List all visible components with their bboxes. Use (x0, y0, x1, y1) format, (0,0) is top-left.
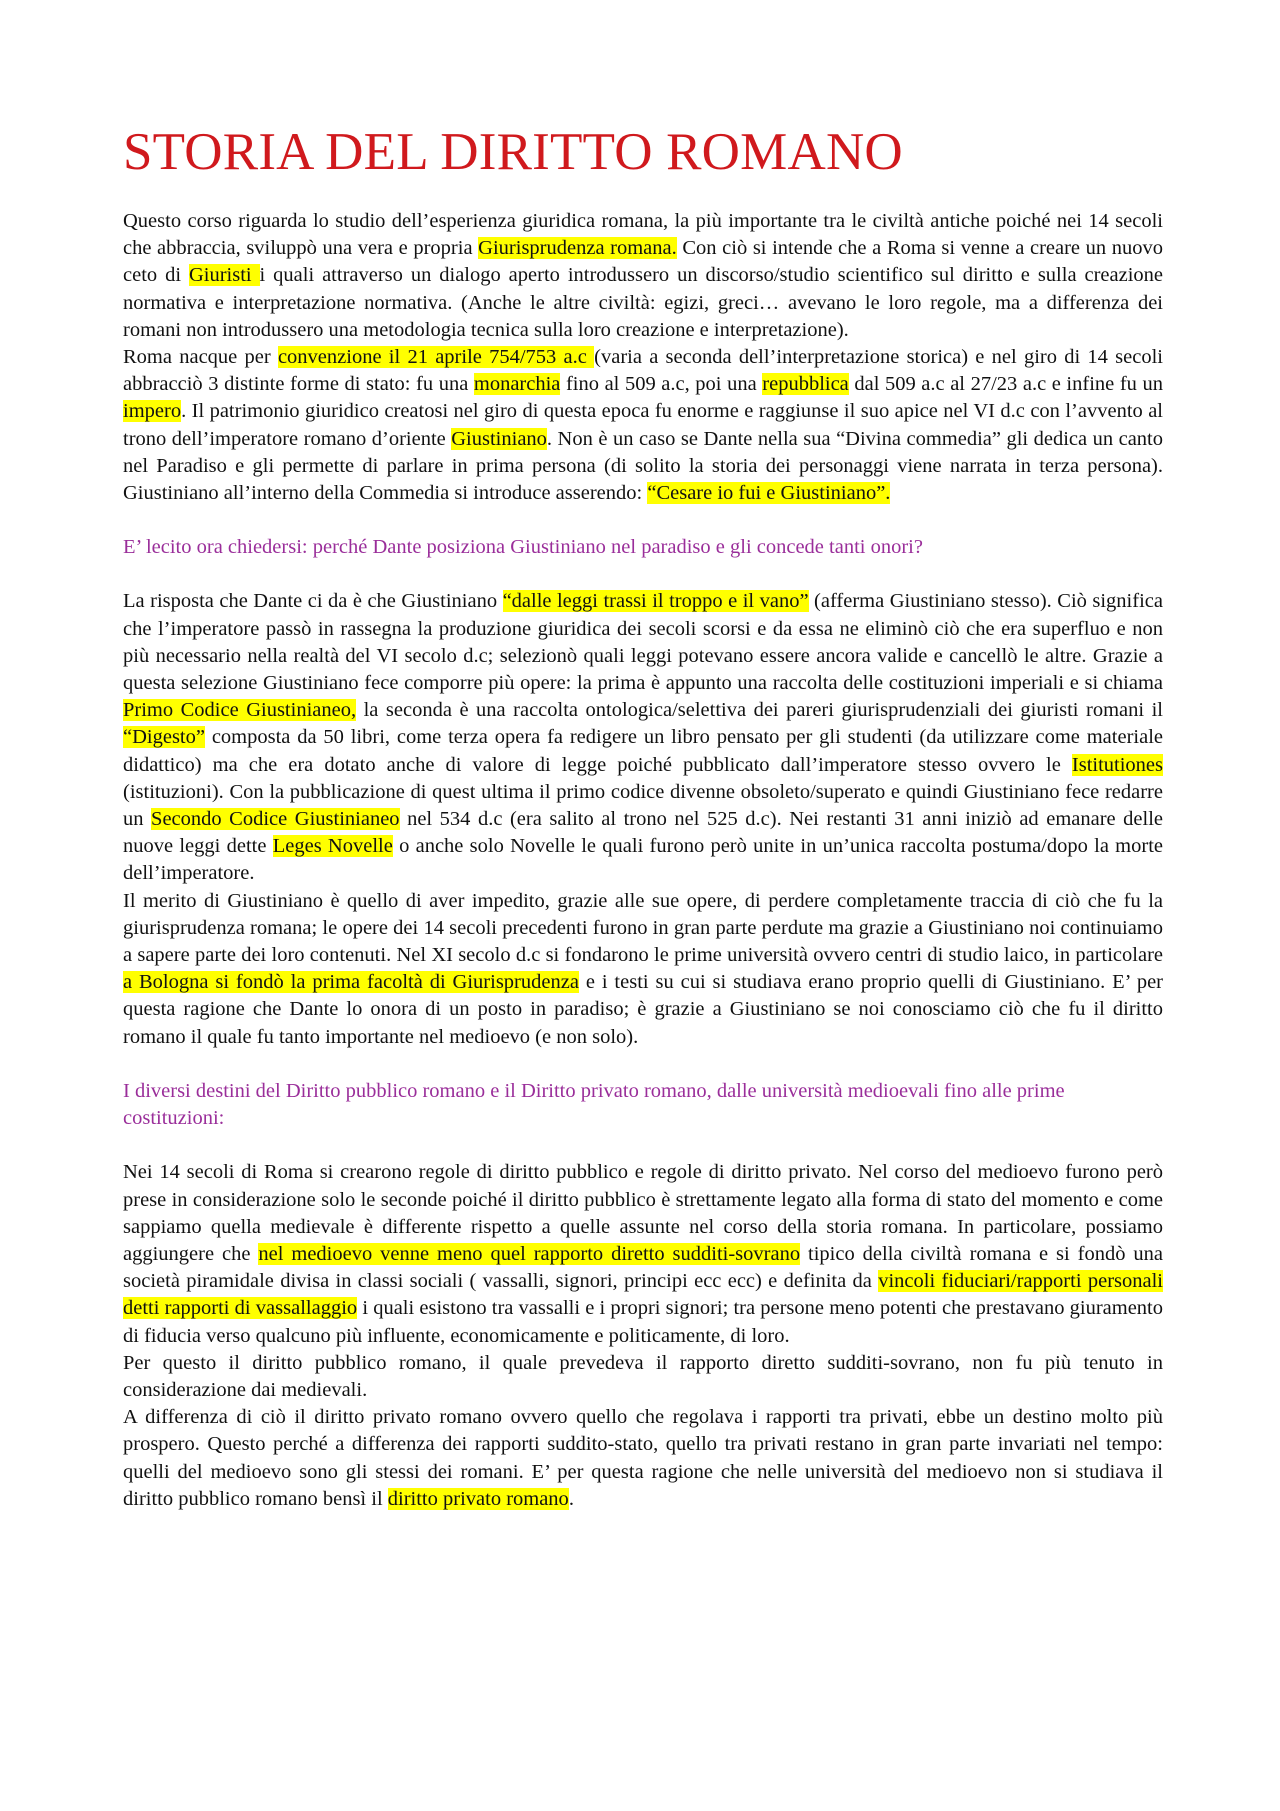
paragraph-intro (123, 208, 1163, 344)
text: composta da 50 libri, come terza opera fa redigere un libro pensato per gli studenti (da utilizzare come materiale didattico) ma che era dotato anche di valore di legge poiché pubblicato dall’imperatore stesso ovvero le (123, 726, 1163, 776)
highlight: “Digesto” (123, 726, 205, 749)
highlight: Istitutiones (1071, 753, 1163, 776)
highlight: convenzione il 21 aprile 754/753 a.c (277, 346, 595, 369)
text: Roma nacque per (123, 346, 278, 369)
text: La risposta che Dante ci da è che Giustiniano (123, 590, 503, 613)
text: . Il patrimonio giuridico creatosi nel giro di questa epoca fu enorme e raggiunse il suo apice nel VI d.c con l’avvento al trono dell’imperatore romano d’oriente (123, 400, 1163, 450)
highlight: impero (123, 400, 182, 423)
text: (istituzioni). Con la pubblicazione di quest ultima il primo codice divenne obsoleto/superato e quindi Giustiniano fece redarre un (123, 780, 1163, 831)
text: Con ciò si intende che a Roma si venne a creare un nuovo ceto di (123, 237, 1163, 287)
highlight: “dalle leggi trassi il troppo e il vano” (502, 590, 809, 613)
highlight: Giustiniano (451, 427, 547, 450)
section-heading-destini: I diversi destini del Diritto pubblico romano e il Diritto privato romano, dalle università medioevali fino alle prime costituzioni: (123, 1079, 1065, 1130)
paragraph-secoli (123, 1159, 1163, 1349)
text: A differenza di ciò il diritto privato romano ovvero quello che regolava i rapporti tra privati, ebbe un destino molto più prospero. Questo perché a differenza dei rapporti suddito-stato, quello tra privati restano in gran parte invariati nel tempo: quelli del medioevo sono gli stessi dei romani. E’ per questa ragione che nelle università del medioevo non si studiava il diritto pubblico romano bensì il (123, 1406, 1163, 1510)
text: (afferma Giustiniano stesso). Ciò significa che l’imperatore passò in rassegna la produzione giuridica dei secoli scorsi e da essa ne eliminò ciò che era superfluo e non più necessario nella realtà del VI secolo d.c; selezionò quali leggi potevano essere ancora valide e cancellò le altre. Grazie a questa selezione Giustiniano fece comporre più opere: la prima è appunto una raccolta delle costituzioni imperiali e si chiama (123, 590, 1163, 695)
highlight: Primo Codice Giustinianeo, (123, 699, 357, 722)
text: Questo corso riguarda lo studio dell’esperienza giuridica romana, la più importante tra le civiltà antiche poiché nei 14 secoli che abbraccia, sviluppò una vera e propria (123, 210, 1163, 260)
text: o anche solo Novelle le quali furono però unite in un’unica raccolta postuma/dopo la morte dell’imperatore. (123, 835, 1163, 885)
highlight: “Cesare io fui e Giustiniano”. (647, 482, 891, 505)
document-page (123, 120, 1163, 1513)
highlight: repubblica (762, 373, 849, 396)
text: dal 509 a.c al 27/23 a.c e infine fu un (848, 373, 1163, 396)
text: e i testi su cui si studiava erano proprio quelli di Giustiniano. E’ per questa ragione che Dante lo onora di un posto in paradiso; è grazie a Giustiniano se noi conosciamo ciò che fu il diritto romano il quale fu tanto importante nel medioevo (e non solo). (123, 971, 1164, 1048)
text: Nei 14 secoli di Roma si crearono regole di diritto pubblico e regole di diritto privato. Nel corso del medioevo furono però prese in considerazione solo le seconde poiché il diritto pubblico è strettamente legato alla forma di stato del momento e come sappiamo quella medievale è differente rispetto a quelle assunte nel corso della storia romana. In particolare, possiamo aggiungere che (123, 1161, 1163, 1265)
text: tipico della civiltà romana e si fondò una società piramidale divisa in classi sociali ( vassalli, signori, principi ecc ecc) e definita da (123, 1242, 1163, 1293)
text: . Non è un caso se Dante nella sua “Divina commedia” gli dedica un canto nel Paradiso e gli permette di parlare in prima persona (di solito la storia dei personaggi viene narrata in terza persona). Giustiniano all’interno della Commedia si introduce asserendo: (123, 427, 1163, 505)
text: Il merito di Giustiniano è quello di aver impedito, grazie alle sue opere, di perdere completamente traccia di ciò che fu la giurisprudenza romana; le opere dei 14 secoli precedenti furono in gran parte perdute ma grazie a Giustiniano noi continuiamo a sapere parte dei loro contenuti. Nel XI secolo d.c si fondarono le prime università ovvero centri di studio laico, in particolare (123, 889, 1163, 967)
text: i quali attraverso un dialogo aperto introdussero un discorso/studio scientifico sul diritto e sulla creazione normativa e interpretazione normativa. (Anche le altre civiltà: egizi, greci… avevano le loro regole, ma a differenza dei romani non introdussero una metodologia tecnica sulla loro creazione e interpretazione). (123, 264, 1163, 341)
highlight: monarchia (473, 373, 561, 396)
section-heading-dante: E’ lecito ora chiedersi: perché Dante posiziona Giustiniano nel paradiso e gli concede tanti onori? (123, 536, 923, 559)
highlight: Giuristi (188, 264, 260, 287)
highlight: diritto privato romano (387, 1487, 569, 1510)
document-title: STORIA DEL DIRITTO ROMANO (123, 123, 903, 181)
text: la seconda è una raccolta ontologica/selettiva dei pareri giurisprudenziali dei giuristi romani il (356, 699, 1163, 722)
paragraph-privato (123, 1404, 1163, 1513)
text: i quali esistono tra vassalli e i propri signori; tra persone meno potenti che prestavano giuramento di fiducia verso qualcuno più influente, economicamente e politicamente, di loro. (123, 1297, 1163, 1347)
highlight: Secondo Codice Giustinianeo (151, 808, 400, 831)
highlight: vincoli fiduciari/rapporti personali detti rapporti di vassallaggio (123, 1270, 1163, 1320)
paragraph-roma (123, 344, 1163, 507)
text: fino al 509 a.c, poi una (560, 373, 763, 396)
paragraph-risposta (123, 588, 1163, 887)
text: (varia a seconda dell’interpretazione storica) e nel giro di 14 secoli abbracciò 3 distinte forme di stato: fu una (123, 346, 1163, 396)
paragraph-pubblico: Per questo il diritto pubblico romano, il quale prevedeva il rapporto diretto sudditi-sovrano, non fu più tenuto in considerazione dai medievali. (123, 1351, 1163, 1401)
highlight: Giurisprudenza romana. (478, 237, 677, 260)
highlight: nel medioevo venne meno quel rapporto diretto sudditi-sovrano (258, 1242, 801, 1265)
highlight: a Bologna si fondò la prima facoltà di Giurisprudenza (123, 971, 579, 994)
paragraph-merito (123, 888, 1163, 1051)
text: . (568, 1487, 574, 1510)
highlight: Leges Novelle (272, 835, 393, 858)
text: nel 534 d.c (era salito al trono nel 525 d.c). Nei restanti 31 anni iniziò ad emanare delle nuove leggi dette (123, 808, 1164, 858)
